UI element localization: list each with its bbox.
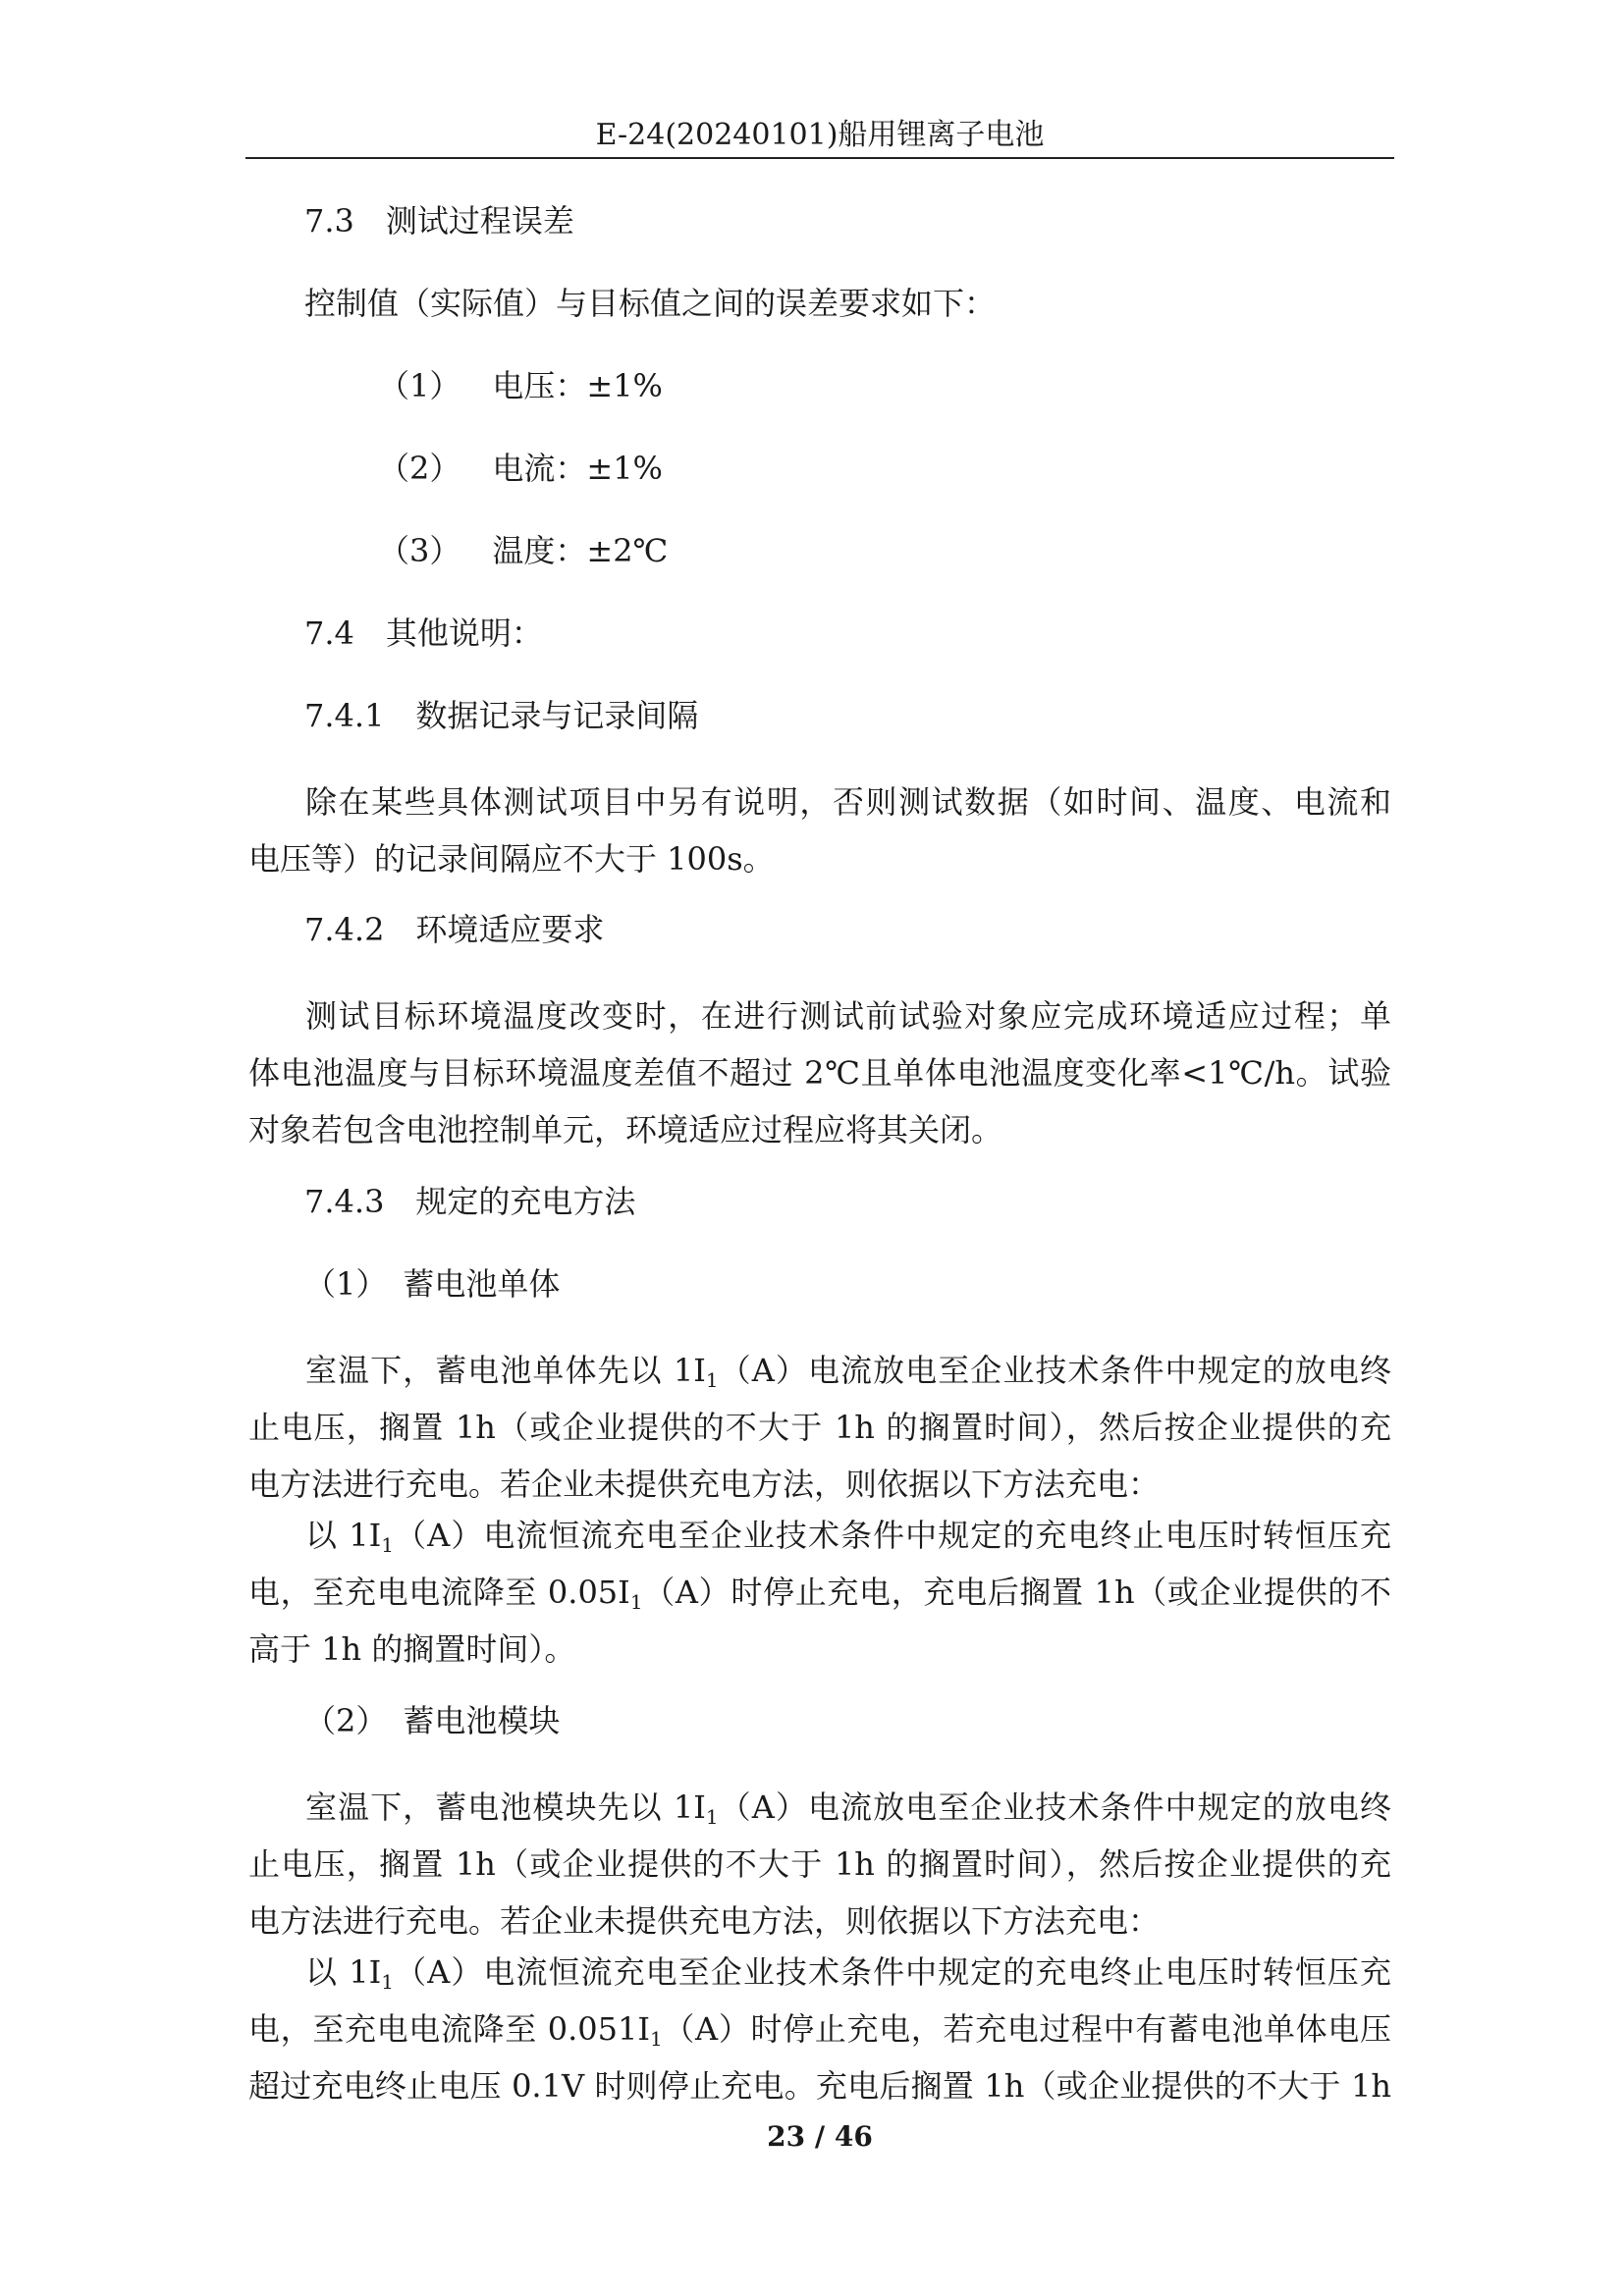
paragraph-cell-discharge	[248, 1342, 1391, 1513]
header-rule	[245, 157, 1394, 159]
paragraph-line: 除在某些具体测试项目中另有说明，否则测试数据（如时间、温度、电流和	[305, 783, 1391, 821]
paragraph-line: 电压等）的记录间隔应不大于 100s。	[248, 840, 775, 878]
tolerance-text: 电流：±1%	[492, 450, 663, 487]
running-header: E-24(20240101)船用锂离子电池	[595, 118, 1045, 152]
paragraph-line: 室温下，蓄电池单体先以 $1I_1(A)$电流放电至企业技术条件中规定的放电终	[305, 1352, 1391, 1392]
tolerance-item-3	[378, 529, 668, 572]
section-7-4-1-heading: 7.4.1 数据记录与记录间隔	[304, 697, 699, 734]
paragraph-line: 电方法进行充电。若企业未提供充电方法，则依据以下方法充电：	[248, 1466, 1161, 1503]
tolerance-text: 温度：±2℃	[492, 532, 669, 569]
cell-heading: （1） 蓄电池单体	[304, 1265, 561, 1303]
tolerance-number: （2）	[378, 450, 461, 487]
paragraph-line: 室温下，蓄电池模块先以 $1I_1(A)$电流放电至企业技术条件中规定的放电终	[305, 1789, 1391, 1829]
paragraph-line: 测试目标环境温度改变时，在进行测试前试验对象应完成环境适应过程；单	[305, 997, 1391, 1035]
paragraph-line: 体电池温度与目标环境温度差值不超过 2℃且单体电池温度变化率<1℃/h。试验	[248, 1054, 1391, 1092]
paragraph-line: 电，至充电电流降至 $0.051I_1(A)$时停止充电，若充电过程中有蓄电池单体电压	[248, 2010, 1391, 2051]
tolerance-text: 电压：±1%	[492, 367, 663, 404]
paragraph-data-recording	[248, 774, 1391, 887]
paragraph-line: 超过充电终止电压 0.1V 时则停止充电。充电后搁置 1h（或企业提供的不大于 1h	[248, 2067, 1391, 2105]
paragraph-line: 电方法进行充电。若企业未提供充电方法，则依据以下方法充电：	[248, 1902, 1161, 1940]
section-7-4-3-heading: 7.4.3 规定的充电方法	[304, 1183, 636, 1220]
paragraph-environment	[248, 988, 1391, 1158]
paragraph-module-discharge	[248, 1779, 1391, 1949]
section-7-4-heading: 7.4 其他说明：	[304, 614, 543, 652]
tolerance-item-2	[378, 447, 663, 490]
module-heading: （2） 蓄电池模块	[304, 1702, 561, 1739]
section-7-3-heading: 7.3 测试过程误差	[304, 202, 574, 240]
paragraph-line: 电，至充电电流降至 $0.05I_1(A)$时停止充电，充电后搁置 1h（或企业提供的不	[248, 1574, 1391, 1614]
tolerance-number: （3）	[378, 532, 461, 569]
section-7-3-intro: 控制值（实际值）与目标值之间的误差要求如下：	[304, 285, 997, 322]
paragraph-line: 高于 1h 的搁置时间）。	[248, 1630, 576, 1668]
paragraph-line: 以 $1I_1(A)$电流恒流充电至企业技术条件中规定的充电终止电压时转恒压充	[305, 1953, 1391, 1994]
paragraph-line: 对象若包含电池控制单元，环境适应过程应将其关闭。	[248, 1111, 1003, 1148]
paragraph-cell-charge	[248, 1507, 1391, 1678]
tolerance-item-1	[378, 364, 663, 407]
paragraph-module-charge	[248, 1944, 1391, 2114]
tolerance-number: （1）	[378, 367, 461, 404]
page-number: 23 / 46	[767, 2120, 873, 2153]
section-7-4-2-heading: 7.4.2 环境适应要求	[304, 911, 605, 948]
paragraph-line: 以 $1I_1(A)$电流恒流充电至企业技术条件中规定的充电终止电压时转恒压充	[305, 1517, 1391, 1557]
paragraph-line: 止电压，搁置 1h（或企业提供的不大于 1h 的搁置时间），然后按企业提供的充	[248, 1409, 1391, 1446]
paragraph-line: 止电压，搁置 1h（或企业提供的不大于 1h 的搁置时间），然后按企业提供的充	[248, 1845, 1391, 1883]
